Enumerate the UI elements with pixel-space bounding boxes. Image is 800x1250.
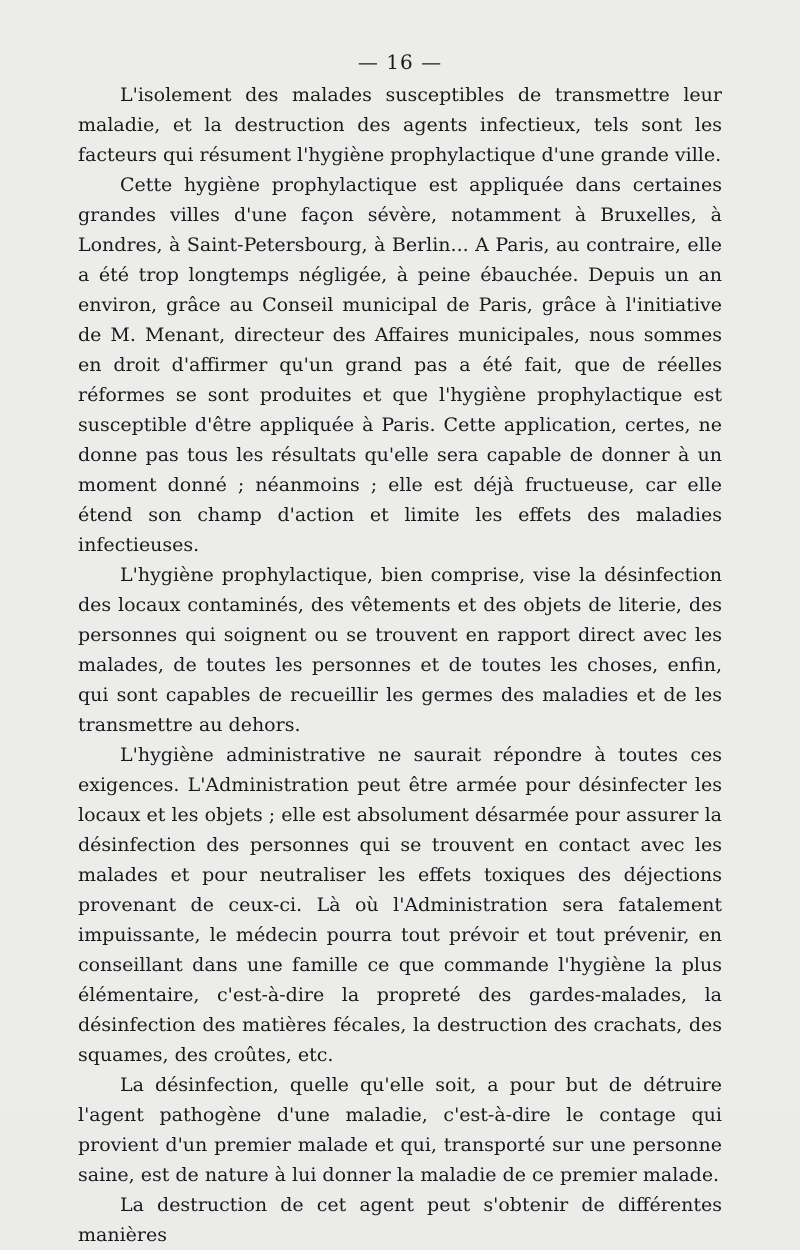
- paragraph-6: La destruction de cet agent peut s'obtenir de différentes manières: [78, 1194, 722, 1246]
- paragraph-1: L'isolement des malades susceptibles de transmettre leur maladie, et la destruction des agents infectieux, tels sont les facteurs qui résument l'hygiène prophylactique d'une grande ville.: [78, 84, 722, 166]
- paragraph-5: La désinfection, quelle qu'elle soit, a pour but de détruire l'agent pathogène d'une maladie, c'est-à-dire le contage qui provient d'un premier malade et qui, transporté sur une personne saine, est de nature à lui donner la maladie de ce premier malade.: [78, 1074, 722, 1186]
- paragraph-2: Cette hygiène prophylactique est appliquée dans certaines grandes villes d'une façon sévère, notamment à Bruxelles, à Londres, à Saint-Petersbourg, à Berlin... A Paris, au contraire, elle a été trop longtemps négligée, à peine ébauchée. Depuis un an environ, grâce au Conseil municipal de Paris, grâce à l'initiative de M. Menant, directeur des Affaires municipales, nous sommes en droit d'affirmer qu'un grand pas a été fait, que de réelles réformes se sont produites et que l'hygiène prophylactique est susceptible d'être appliquée à Paris. Cette application, certes, ne donne pas tous les résultats qu'elle sera capable de donner à un moment donné ; néanmoins ; elle est déjà fructueuse, car elle étend son champ d'action et limite les effets des maladies infectieuses.: [78, 174, 722, 556]
- body-text: [78, 80, 722, 1250]
- page-number: — 16 —: [357, 50, 443, 74]
- paragraph-4: L'hygiène administrative ne saurait répondre à toutes ces exigences. L'Administration peut être armée pour désinfecter les locaux et les objets ; elle est absolument désarmée pour assurer la désinfection des personnes qui se trouvent en contact avec les malades et pour neutraliser les effets toxiques des déjections provenant de ceux-ci. Là où l'Administration sera fatalement impuissante, le médecin pourra tout prévoir et tout prévenir, en conseillant dans une famille ce que commande l'hygiène la plus élémentaire, c'est-à-dire la propreté des gardes-malades, la désinfection des matières fécales, la destruction des crachats, des squames, des croûtes, etc.: [78, 744, 722, 1066]
- paragraph-3: L'hygiène prophylactique, bien comprise, vise la désinfection des locaux contaminés, des vêtements et des objets de literie, des personnes qui soignent ou se trouvent en rapport direct avec les malades, de toutes les personnes et de toutes les choses, enfin, qui sont capables de recueillir les germes des maladies et de les transmettre au dehors.: [78, 564, 722, 736]
